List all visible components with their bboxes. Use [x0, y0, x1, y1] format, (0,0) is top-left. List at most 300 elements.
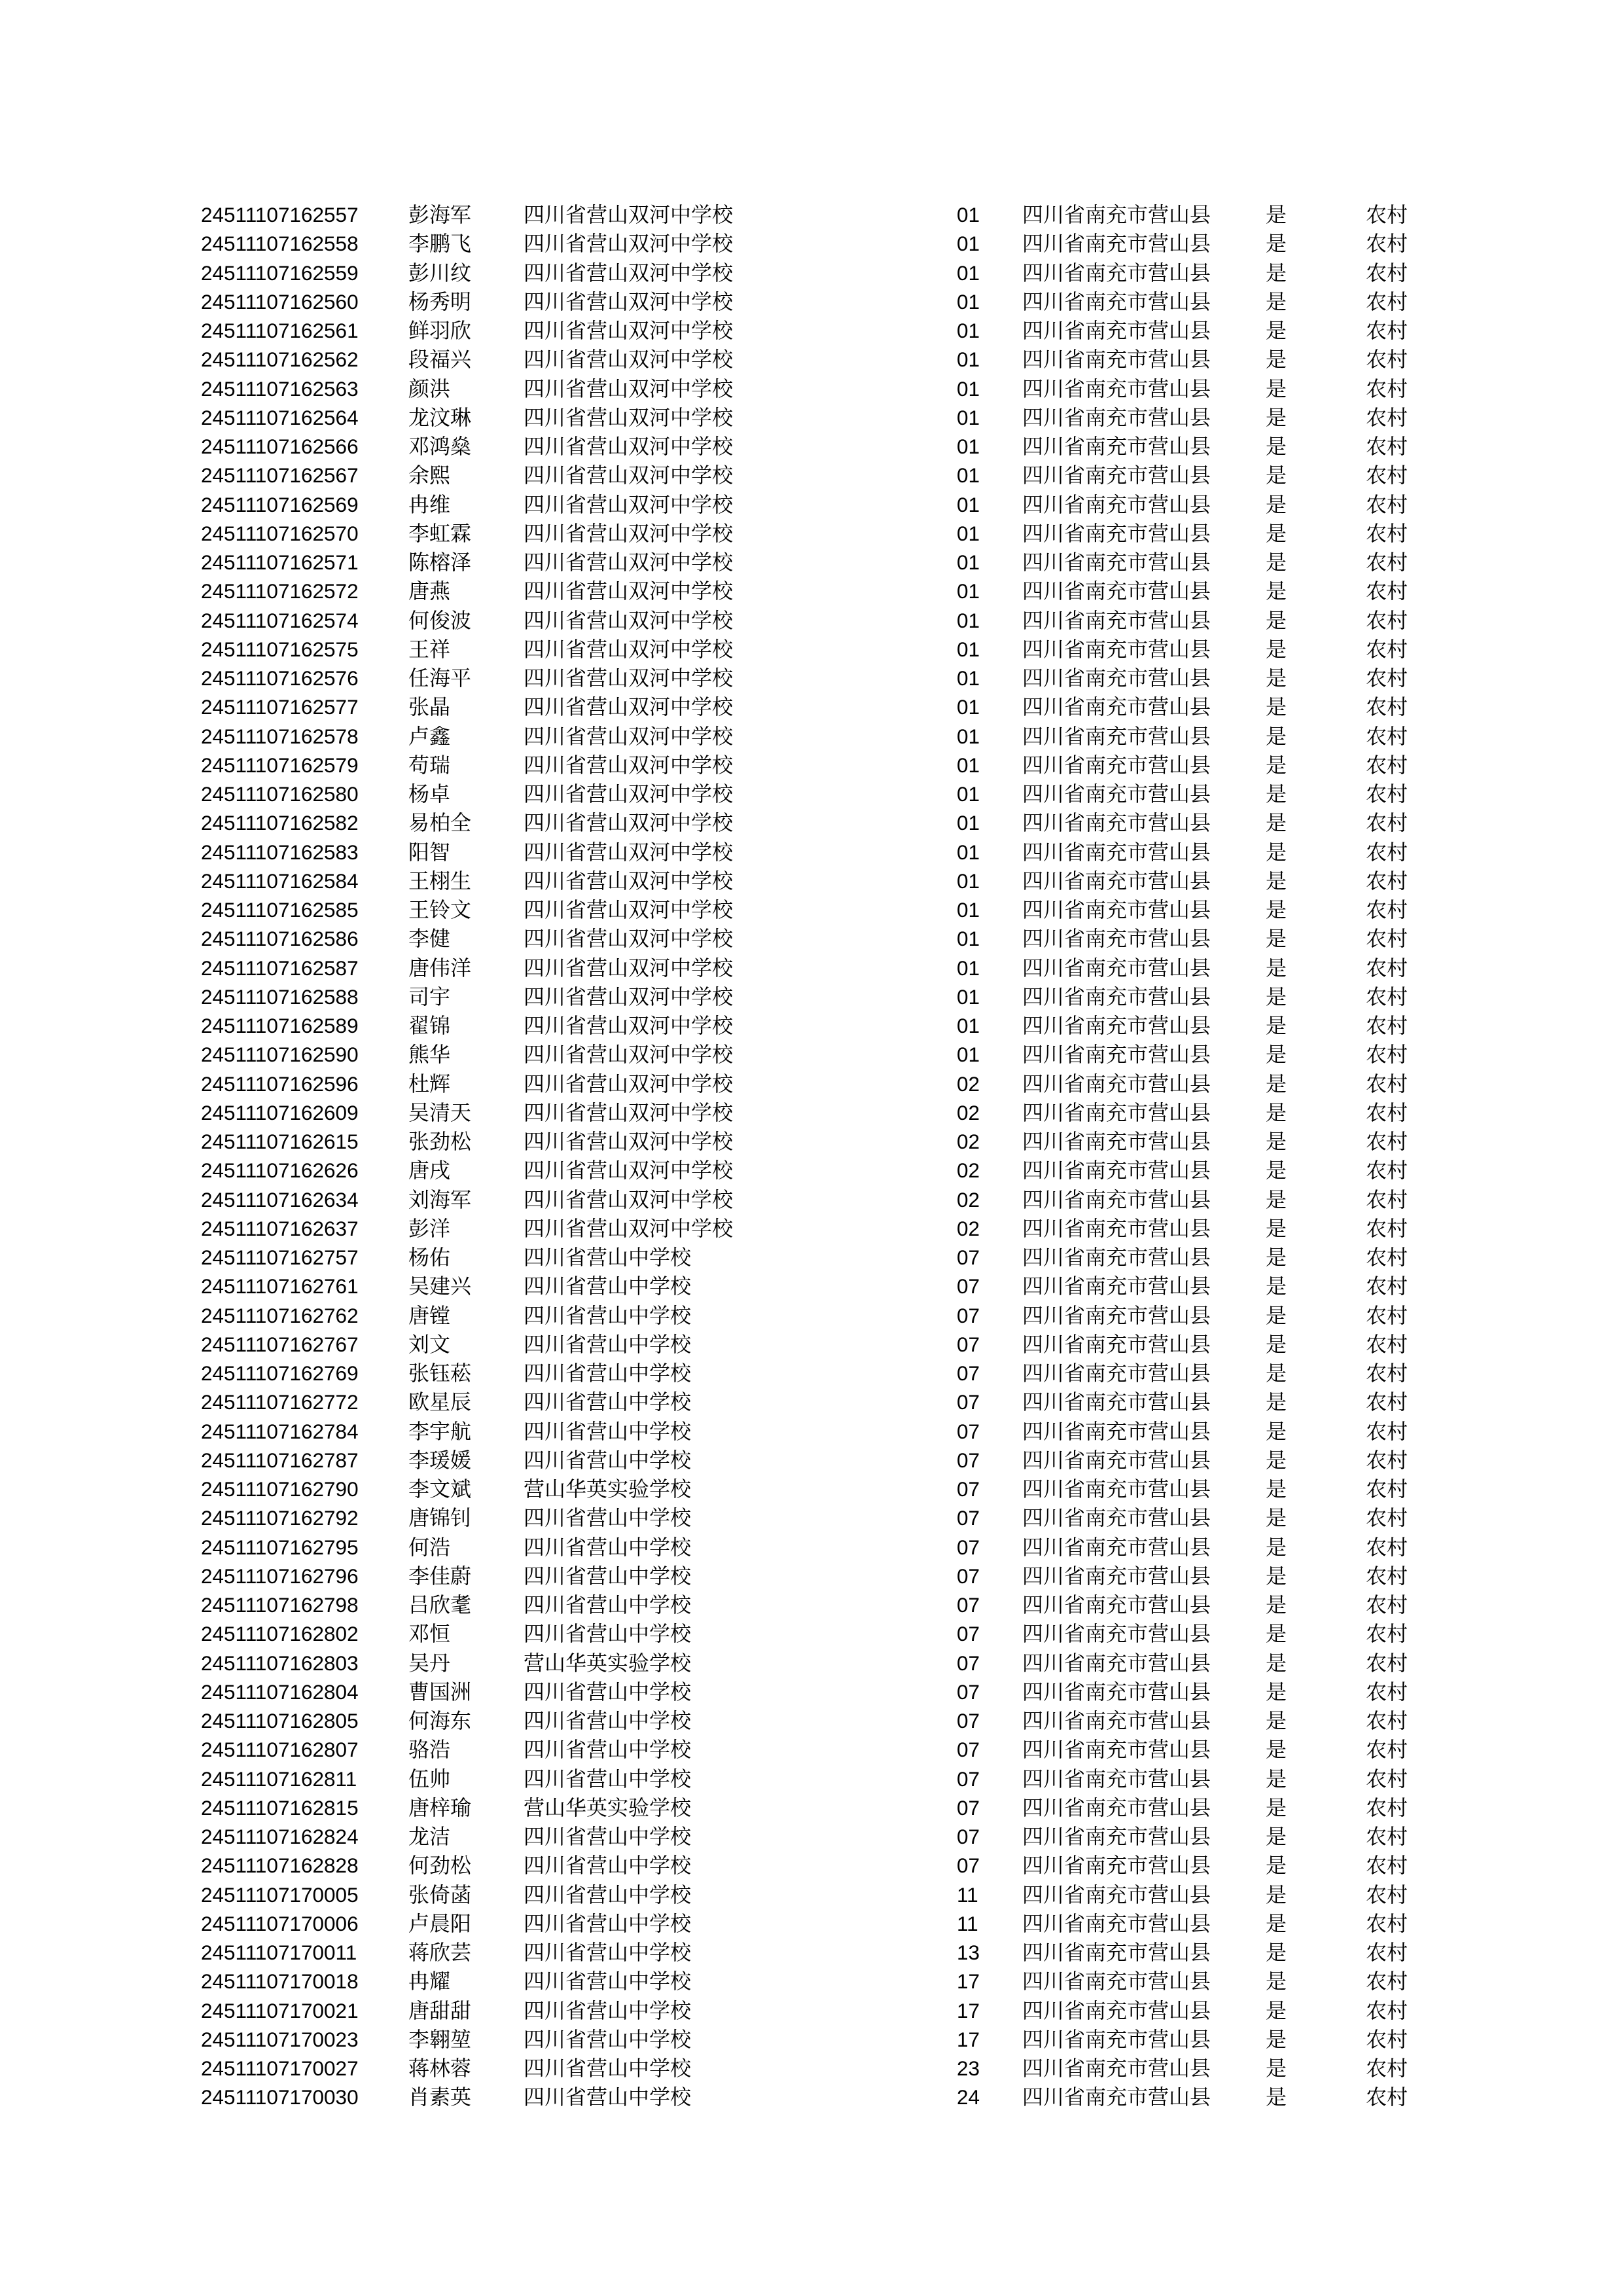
table-row: [0, 780, 1623, 808]
student-name: 李虹霖: [408, 520, 472, 546]
category-code: 07: [957, 1361, 980, 1385]
category-code: 01: [957, 579, 980, 603]
student-name: 杨佑: [408, 1245, 451, 1270]
table-row: [0, 1735, 1623, 1764]
student-name: 骆浩: [408, 1737, 451, 1763]
eligibility-flag: 是: [1266, 579, 1287, 604]
student-name: 蒋林蓉: [408, 2056, 472, 2081]
school-name: 四川省营山双河中学校: [524, 463, 734, 488]
category-code: 01: [957, 521, 980, 545]
student-name: 唐伟洋: [408, 955, 472, 980]
school-name: 四川省营山双河中学校: [524, 231, 734, 257]
household-type: 农村: [1366, 1158, 1408, 1183]
household-type: 农村: [1366, 1477, 1408, 1501]
region: 四川省南充市营山县: [1022, 1274, 1211, 1299]
student-name: 吴清天: [408, 1100, 472, 1125]
region: 四川省南充市营山县: [1022, 463, 1211, 488]
table-row: [0, 1330, 1623, 1359]
region: 四川省南充市营山县: [1022, 1940, 1211, 1965]
school-name: 四川省营山双河中学校: [524, 520, 734, 546]
school-name: 四川省营山双河中学校: [524, 810, 734, 836]
region: 四川省南充市营山县: [1022, 347, 1211, 372]
region: 四川省南充市营山县: [1022, 1187, 1211, 1212]
exam-number: 24511107162757: [201, 1246, 359, 1269]
exam-number: 24511107162762: [201, 1303, 359, 1327]
table-row: [0, 606, 1623, 635]
student-name: 刘文: [408, 1331, 451, 1357]
category-code: 17: [957, 2027, 980, 2051]
school-name: 四川省营山双河中学校: [524, 1187, 734, 1212]
student-name: 阳智: [408, 839, 451, 865]
category-code: 07: [957, 1593, 980, 1617]
category-code: 13: [957, 1941, 980, 1964]
category-code: 07: [957, 1679, 980, 1704]
household-type: 农村: [1366, 579, 1408, 604]
eligibility-flag: 是: [1266, 404, 1287, 430]
exam-number: 24511107162588: [201, 984, 359, 1009]
school-name: 四川省营山中学校: [524, 1621, 692, 1647]
student-name: 卢晨阳: [408, 1910, 472, 1936]
household-type: 农村: [1366, 607, 1408, 633]
household-type: 农村: [1366, 1361, 1408, 1386]
household-type: 农村: [1366, 1969, 1408, 1994]
school-name: 四川省营山双河中学校: [524, 752, 734, 778]
table-row: [0, 1011, 1623, 1040]
school-name: 四川省营山中学校: [524, 1998, 692, 2023]
student-name: 刘海军: [408, 1187, 472, 1212]
region: 四川省南充市营山县: [1022, 607, 1211, 633]
household-type: 农村: [1366, 1650, 1408, 1676]
category-code: 01: [957, 492, 980, 516]
region: 四川省南充市营山县: [1022, 1390, 1211, 1415]
category-code: 07: [957, 1767, 980, 1791]
category-code: 01: [957, 782, 980, 806]
eligibility-flag: 是: [1266, 1418, 1287, 1444]
eligibility-flag: 是: [1266, 434, 1287, 459]
eligibility-flag: 是: [1266, 1505, 1287, 1531]
eligibility-flag: 是: [1266, 984, 1287, 1009]
category-code: 11: [957, 1911, 978, 1935]
household-type: 农村: [1366, 1795, 1408, 1820]
exam-number: 24511107162767: [201, 1332, 359, 1356]
student-name: 彭川纹: [408, 260, 472, 285]
table-row: [0, 1475, 1623, 1503]
category-code: 02: [957, 1100, 980, 1124]
school-name: 四川省营山中学校: [524, 1853, 692, 1878]
region: 四川省南充市营山县: [1022, 694, 1211, 720]
region: 四川省南充市营山县: [1022, 1100, 1211, 1125]
table-row: [0, 577, 1623, 605]
eligibility-flag: 是: [1266, 1187, 1287, 1212]
category-code: 01: [957, 956, 980, 980]
student-name: 李健: [408, 926, 451, 952]
table-row: [0, 1214, 1623, 1243]
eligibility-flag: 是: [1266, 897, 1287, 922]
table-row: [0, 2083, 1623, 2111]
region: 四川省南充市营山县: [1022, 2026, 1211, 2052]
school-name: 四川省营山双河中学校: [524, 318, 734, 343]
eligibility-flag: 是: [1266, 1013, 1287, 1038]
household-type: 农村: [1366, 550, 1408, 575]
school-name: 四川省营山双河中学校: [524, 1042, 734, 1067]
student-name: 苟瑞: [408, 752, 451, 778]
exam-number: 24511107170006: [201, 1911, 359, 1935]
region: 四川省南充市营山县: [1022, 1418, 1211, 1444]
exam-number: 24511107162634: [201, 1187, 359, 1211]
category-code: 01: [957, 869, 980, 893]
region: 四川省南充市营山县: [1022, 1795, 1211, 1820]
table-row: [0, 1996, 1623, 2025]
category-code: 24: [957, 2085, 980, 2109]
student-name: 唐燕: [408, 579, 451, 604]
school-name: 四川省营山双河中学校: [524, 839, 734, 865]
category-code: 07: [957, 1854, 980, 1878]
student-name: 吴建兴: [408, 1274, 472, 1299]
exam-number: 24511107162609: [201, 1100, 359, 1124]
exam-number: 24511107162589: [201, 1014, 359, 1037]
exam-number: 24511107162577: [201, 695, 359, 719]
household-type: 农村: [1366, 1042, 1408, 1067]
eligibility-flag: 是: [1266, 318, 1287, 343]
region: 四川省南充市营山县: [1022, 202, 1211, 227]
school-name: 四川省营山中学校: [524, 2085, 692, 2110]
region: 四川省南充市营山县: [1022, 579, 1211, 604]
exam-number: 24511107162828: [201, 1854, 359, 1878]
student-name: 曹国洲: [408, 1679, 472, 1704]
eligibility-flag: 是: [1266, 1708, 1287, 1733]
exam-number: 24511107162637: [201, 1216, 359, 1240]
student-name: 张劲松: [408, 1129, 472, 1154]
household-type: 农村: [1366, 1824, 1408, 1849]
student-name: 吴丹: [408, 1650, 451, 1676]
exam-number: 24511107162579: [201, 753, 359, 777]
household-type: 农村: [1366, 1679, 1408, 1704]
student-name: 龙汶琳: [408, 404, 472, 430]
student-name: 李翱堃: [408, 2026, 472, 2052]
household-type: 农村: [1366, 694, 1408, 720]
region: 四川省南充市营山县: [1022, 1215, 1211, 1241]
exam-number: 24511107162769: [201, 1361, 359, 1385]
household-type: 农村: [1366, 810, 1408, 836]
table-row: [0, 664, 1623, 692]
eligibility-flag: 是: [1266, 463, 1287, 488]
eligibility-flag: 是: [1266, 1071, 1287, 1096]
eligibility-flag: 是: [1266, 810, 1287, 836]
household-type: 农村: [1366, 2056, 1408, 2081]
category-code: 07: [957, 1825, 980, 1848]
school-name: 四川省营山双河中学校: [524, 347, 734, 372]
region: 四川省南充市营山县: [1022, 1882, 1211, 1907]
table-row: [0, 1503, 1623, 1532]
category-code: 02: [957, 1158, 980, 1183]
eligibility-flag: 是: [1266, 2056, 1287, 2081]
table-row: [0, 1706, 1623, 1735]
household-type: 农村: [1366, 231, 1408, 257]
school-name: 四川省营山中学校: [524, 1679, 692, 1704]
household-type: 农村: [1366, 1447, 1408, 1473]
eligibility-flag: 是: [1266, 1737, 1287, 1763]
student-name: 唐甜甜: [408, 1998, 472, 2023]
eligibility-flag: 是: [1266, 260, 1287, 285]
category-code: 07: [957, 1303, 980, 1327]
school-name: 四川省营山双河中学校: [524, 289, 734, 314]
table-row: [0, 1417, 1623, 1446]
table-row: [0, 345, 1623, 374]
exam-number: 24511107162570: [201, 521, 359, 545]
exam-number: 24511107162824: [201, 1825, 359, 1848]
category-code: 01: [957, 840, 980, 864]
region: 四川省南充市营山县: [1022, 984, 1211, 1009]
household-type: 农村: [1366, 1940, 1408, 1965]
school-name: 四川省营山双河中学校: [524, 1158, 734, 1183]
category-code: 01: [957, 376, 980, 401]
exam-number: 24511107162804: [201, 1679, 359, 1704]
eligibility-flag: 是: [1266, 550, 1287, 575]
category-code: 07: [957, 1506, 980, 1530]
category-code: 07: [957, 1709, 980, 1732]
category-code: 07: [957, 1535, 980, 1559]
eligibility-flag: 是: [1266, 1100, 1287, 1125]
school-name: 四川省营山中学校: [524, 1882, 692, 1907]
region: 四川省南充市营山县: [1022, 1969, 1211, 1994]
category-code: 07: [957, 1738, 980, 1762]
table-row: [0, 1533, 1623, 1562]
student-name: 何浩: [408, 1534, 451, 1560]
region: 四川省南充市营山县: [1022, 1361, 1211, 1386]
category-code: 02: [957, 1071, 980, 1096]
school-name: 四川省营山双河中学校: [524, 781, 734, 806]
school-name: 四川省营山双河中学校: [524, 550, 734, 575]
school-name: 四川省营山中学校: [524, 1302, 692, 1328]
eligibility-flag: 是: [1266, 1447, 1287, 1473]
student-name: 王祥: [408, 636, 451, 662]
school-name: 四川省营山中学校: [524, 1824, 692, 1849]
student-name: 何劲松: [408, 1853, 472, 1878]
eligibility-flag: 是: [1266, 694, 1287, 720]
student-name: 段福兴: [408, 347, 472, 372]
household-type: 农村: [1366, 1274, 1408, 1299]
table-row: [0, 432, 1623, 461]
region: 四川省南充市营山县: [1022, 1998, 1211, 2023]
school-name: 四川省营山中学校: [524, 1969, 692, 1994]
category-code: 07: [957, 1622, 980, 1646]
school-name: 四川省营山双河中学校: [524, 636, 734, 662]
table-row: [0, 808, 1623, 837]
region: 四川省南充市营山县: [1022, 404, 1211, 430]
school-name: 四川省营山中学校: [524, 1737, 692, 1763]
eligibility-flag: 是: [1266, 839, 1287, 865]
category-code: 01: [957, 435, 980, 458]
exam-number: 24511107162582: [201, 811, 359, 835]
table-row: [0, 867, 1623, 895]
region: 四川省南充市营山县: [1022, 1563, 1211, 1588]
school-name: 四川省营山双河中学校: [524, 1215, 734, 1241]
student-name: 冉耀: [408, 1969, 451, 1994]
student-name: 彭洋: [408, 1215, 451, 1241]
household-type: 农村: [1366, 492, 1408, 517]
school-name: 四川省营山中学校: [524, 1274, 692, 1299]
table-row: [0, 1127, 1623, 1156]
household-type: 农村: [1366, 318, 1408, 343]
category-code: 07: [957, 1651, 980, 1675]
exam-number: 24511107162576: [201, 666, 359, 690]
category-code: 02: [957, 1187, 980, 1211]
eligibility-flag: 是: [1266, 781, 1287, 806]
exam-number: 24511107162802: [201, 1622, 359, 1646]
region: 四川省南充市营山县: [1022, 781, 1211, 806]
student-name: 王栩生: [408, 868, 472, 893]
student-name: 熊华: [408, 1042, 451, 1067]
eligibility-flag: 是: [1266, 955, 1287, 980]
category-code: 23: [957, 2056, 980, 2080]
student-name: 易柏全: [408, 810, 472, 836]
exam-number: 24511107162583: [201, 840, 359, 864]
household-type: 农村: [1366, 1766, 1408, 1791]
exam-number: 24511107162585: [201, 898, 359, 922]
eligibility-flag: 是: [1266, 1361, 1287, 1386]
eligibility-flag: 是: [1266, 2085, 1287, 2110]
student-name: 蒋欣芸: [408, 1940, 472, 1965]
exam-number: 24511107162807: [201, 1738, 359, 1762]
school-name: 四川省营山双河中学校: [524, 404, 734, 430]
eligibility-flag: 是: [1266, 1129, 1287, 1154]
household-type: 农村: [1366, 723, 1408, 749]
school-name: 营山华英实验学校: [524, 1650, 692, 1676]
table-row: [0, 374, 1623, 403]
category-code: 01: [957, 898, 980, 922]
exam-number: 24511107162561: [201, 319, 359, 342]
region: 四川省南充市营山县: [1022, 1505, 1211, 1531]
category-code: 01: [957, 1043, 980, 1067]
student-name: 李佳蔚: [408, 1563, 472, 1588]
region: 四川省南充市营山县: [1022, 1302, 1211, 1328]
household-type: 农村: [1366, 636, 1408, 662]
school-name: 四川省营山中学校: [524, 1447, 692, 1473]
eligibility-flag: 是: [1266, 868, 1287, 893]
region: 四川省南充市营山县: [1022, 1708, 1211, 1733]
region: 四川省南充市营山县: [1022, 2056, 1211, 2081]
eligibility-flag: 是: [1266, 723, 1287, 749]
region: 四川省南充市营山县: [1022, 1766, 1211, 1791]
eligibility-flag: 是: [1266, 1390, 1287, 1415]
eligibility-flag: 是: [1266, 1245, 1287, 1270]
table-row: [0, 461, 1623, 490]
student-name: 张倚菡: [408, 1882, 472, 1907]
region: 四川省南充市营山县: [1022, 752, 1211, 778]
exam-number: 24511107162792: [201, 1506, 359, 1530]
region: 四川省南充市营山县: [1022, 897, 1211, 922]
household-type: 农村: [1366, 2085, 1408, 2110]
school-name: 四川省营山中学校: [524, 1534, 692, 1560]
category-code: 07: [957, 1419, 980, 1443]
student-name: 吕欣耄: [408, 1592, 472, 1617]
region: 四川省南充市营山县: [1022, 1679, 1211, 1704]
exam-number: 24511107162798: [201, 1593, 359, 1617]
table-row: [0, 1851, 1623, 1880]
household-type: 农村: [1366, 1100, 1408, 1125]
household-type: 农村: [1366, 1013, 1408, 1038]
exam-number: 24511107162615: [201, 1130, 359, 1153]
eligibility-flag: 是: [1266, 376, 1287, 401]
student-name: 唐锦钊: [408, 1505, 472, 1531]
table-row: [0, 1822, 1623, 1851]
category-code: 01: [957, 811, 980, 835]
school-name: 四川省营山双河中学校: [524, 694, 734, 720]
school-name: 四川省营山双河中学校: [524, 897, 734, 922]
region: 四川省南充市营山县: [1022, 955, 1211, 980]
table-row: [0, 1069, 1623, 1098]
exam-number: 24511107162562: [201, 348, 359, 372]
exam-number: 24511107162784: [201, 1419, 359, 1443]
household-type: 农村: [1366, 1071, 1408, 1096]
exam-number: 24511107162790: [201, 1477, 359, 1501]
household-type: 农村: [1366, 376, 1408, 401]
region: 四川省南充市营山县: [1022, 1129, 1211, 1154]
student-name: 张钰菘: [408, 1361, 472, 1386]
exam-number: 24511107162563: [201, 376, 359, 401]
category-code: 07: [957, 1564, 980, 1588]
table-row: [0, 954, 1623, 982]
region: 四川省南充市营山县: [1022, 318, 1211, 343]
student-name: 李宇航: [408, 1418, 472, 1444]
household-type: 农村: [1366, 1910, 1408, 1936]
household-type: 农村: [1366, 1331, 1408, 1357]
school-name: 四川省营山中学校: [524, 1940, 692, 1965]
student-name: 余熙: [408, 463, 451, 488]
exam-number: 24511107162590: [201, 1043, 359, 1067]
eligibility-flag: 是: [1266, 1042, 1287, 1067]
region: 四川省南充市营山县: [1022, 1534, 1211, 1560]
category-code: 01: [957, 1014, 980, 1037]
region: 四川省南充市营山县: [1022, 666, 1211, 691]
table-row: [0, 1909, 1623, 1938]
exam-number: 24511107170021: [201, 1998, 359, 2022]
eligibility-flag: 是: [1266, 1274, 1287, 1299]
table-row: [0, 548, 1623, 577]
school-name: 四川省营山中学校: [524, 1708, 692, 1733]
table-row: [0, 1156, 1623, 1185]
student-name: 龙洁: [408, 1824, 451, 1849]
exam-number: 24511107162795: [201, 1535, 359, 1559]
exam-number: 24511107162564: [201, 405, 359, 429]
student-name: 唐镗: [408, 1302, 451, 1328]
category-code: 01: [957, 232, 980, 256]
eligibility-flag: 是: [1266, 1940, 1287, 1965]
category-code: 01: [957, 203, 980, 226]
region: 四川省南充市营山县: [1022, 926, 1211, 952]
eligibility-flag: 是: [1266, 1853, 1287, 1878]
household-type: 农村: [1366, 1621, 1408, 1647]
exam-number: 24511107162567: [201, 463, 359, 488]
region: 四川省南充市营山县: [1022, 1071, 1211, 1096]
school-name: 四川省营山中学校: [524, 1505, 692, 1531]
table-row: [0, 1185, 1623, 1214]
eligibility-flag: 是: [1266, 202, 1287, 227]
table-row: [0, 519, 1623, 548]
eligibility-flag: 是: [1266, 1215, 1287, 1241]
table-row: [0, 751, 1623, 780]
table-row: [0, 1967, 1623, 1996]
school-name: 四川省营山双河中学校: [524, 579, 734, 604]
region: 四川省南充市营山县: [1022, 520, 1211, 546]
household-type: 农村: [1366, 1302, 1408, 1328]
region: 四川省南充市营山县: [1022, 839, 1211, 865]
table-row: [0, 1649, 1623, 1677]
school-name: 四川省营山中学校: [524, 1390, 692, 1415]
table-row: [0, 1388, 1623, 1416]
school-name: 四川省营山中学校: [524, 1245, 692, 1270]
school-name: 四川省营山中学校: [524, 2056, 692, 2081]
